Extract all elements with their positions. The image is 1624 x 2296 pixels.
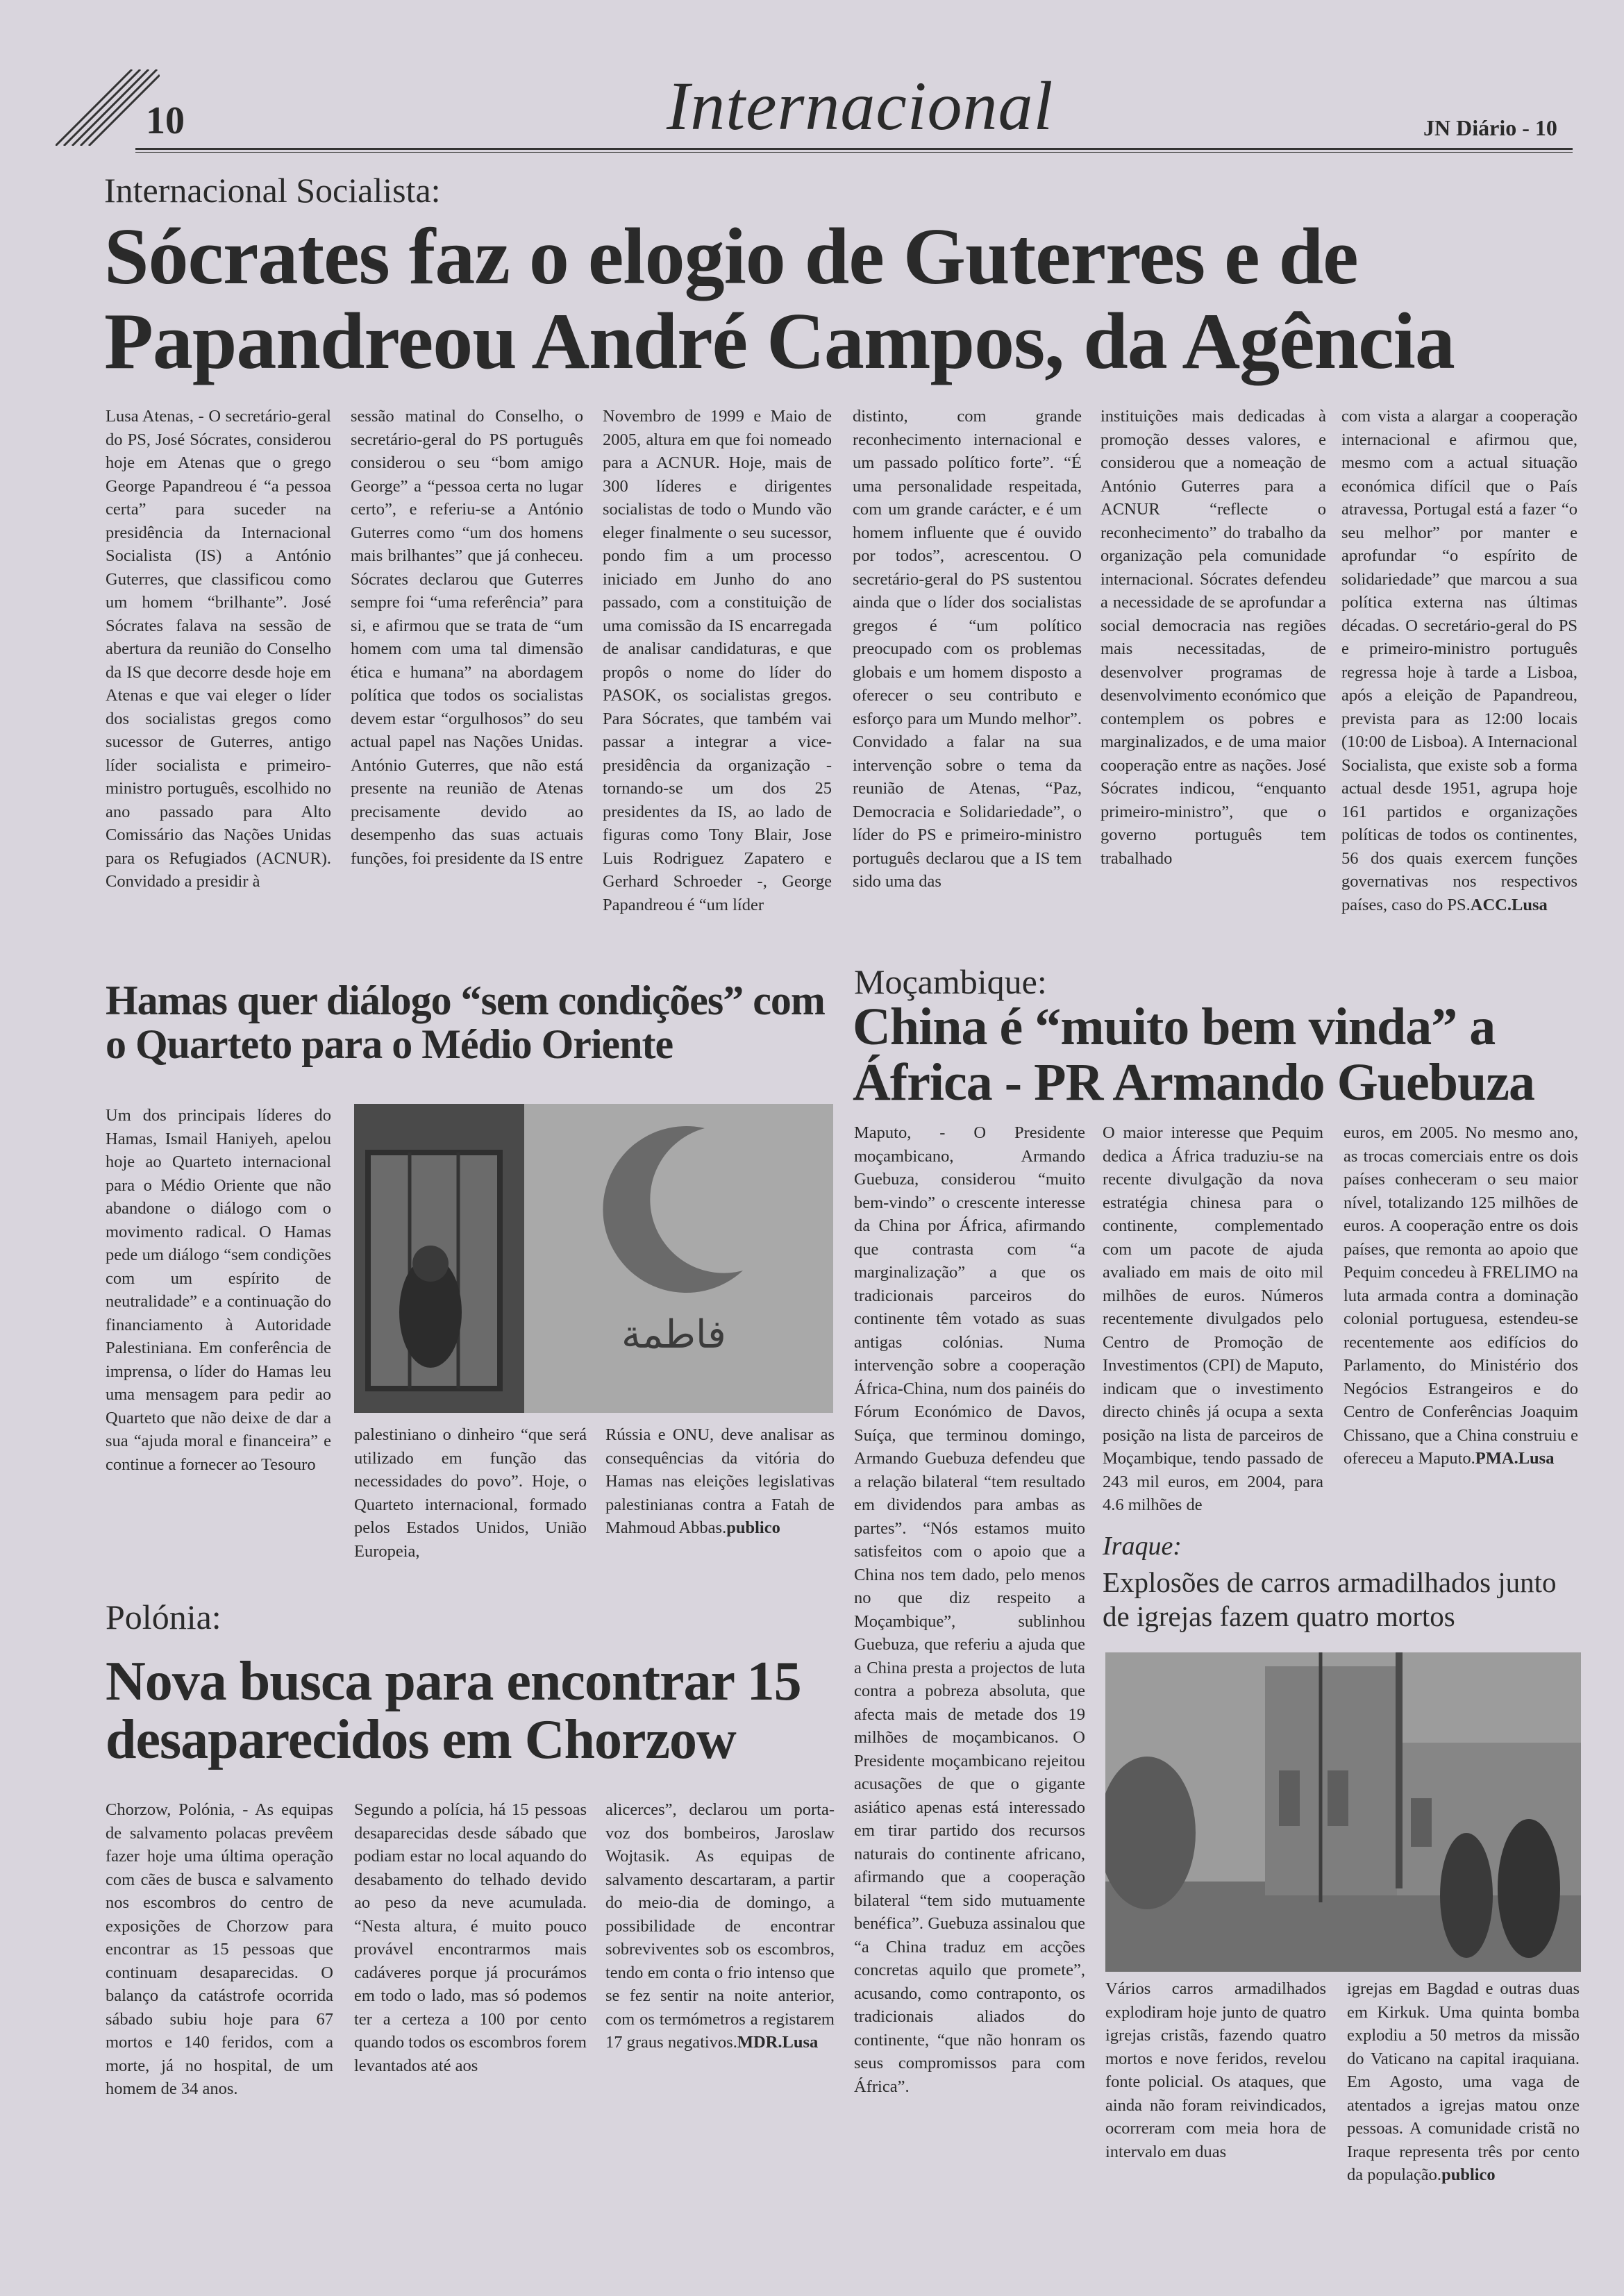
iraque-column-2 <box>1347 1977 1580 2234</box>
china-column-1-text: Maputo, - O Presidente moçambicano, Armando Guebuza, considerou “muito bem-vindo” o crescente interesse da China por África, afirmando que contrasta com “a marginalização” a que os tradicionais parceiros do continente têm votado as suas antigas colónias. Numa intervenção sobre a cooperação África-China, num dos painéis do Fórum Económico de Davos, Suíça, que terminou domingo, Armando Guebuza defendeu que a relação bilateral “tem resultado em dividendos para ambas as partes”. “Nós estamos muito satisfeitos com o apoio que a China nos tem dado, pelo menos no que diz respeito a Moçambique”, sublinhou Guebuza, que referiu a ajuda que a China presta a projectos de luta contra a pobreza absoluta, que afecta mais de metade dos 19 milhões de moçambicanos. O Presidente moçambicano rejeitou acusações de que o gigante asiático apenas está interessado em tirar partido dos recursos naturais do continente africano, afirmando que a cooperação bilateral “tem sido mutuamente benéfica”. Guebuza assinalou que “a China traduz em acções concretas aquilo que promete”, acusando, como contraponto, os tradicionais aliados do continente, “que não honram os seus compromissos para com África”. <box>854 1123 1085 2096</box>
socrates-column-1 <box>106 405 331 967</box>
polonia-column-2-text: Segundo a polícia, há 15 pessoas desaparecidas desde sábado que podiam estar no local aquando do desabamento do telhado devido ao peso da neve acumulada. “Nesta altura, é muito pouco provável encontrarmos mais cadáveres porque já procurámos em todo o lado, mas só podemos ter a certeza a 100 por cento quando todos os escombros forem levantados até aos <box>354 1800 587 2075</box>
header-rule <box>135 148 1573 153</box>
socrates-column-4 <box>853 405 1082 967</box>
page-number: 10 <box>146 99 185 142</box>
china-kicker: Moçambique: <box>854 962 1047 1001</box>
socrates-column-5-text: instituições mais dedicadas à promoção desses valores, e considerou que a nomeação de António Guterres para a ACNUR “reflecte o reconhecimento” do trabalho da organização pela comunidade internacional. Sócrates defendeu a necessidade de se aprofundar a social democracia nas regiões mais necessitadas, de desenvolver programas de desenvolvimento económico que contemplem os pobres e marginalizados, e de uma maior cooperação entre as nações. José Sócrates indicou, “enquanto primeiro-ministro”, que o governo português tem trabalhado <box>1100 407 1326 868</box>
socrates-column-6 <box>1341 405 1577 967</box>
socrates-column-4-text: distinto, com grande reconhecimento internacional e um passado político forte”. “É uma personalidade respeitada, com um grande carácter, e é um homem influente que é ouvido por todos”, acrescentou. O secretário-geral do PS sustentou ainda que o líder dos socialistas gregos é “um político preocupado com os problemas globais e um homem disposto a oferecer o seu contributo e esforço para um Mundo melhor”. Convidado a falar na sua intervenção sobre o tema da reunião de Atenas, “Paz, Democracia e Solidariedade”, o líder do PS e primeiro-ministro português declarou que a IS tem sido uma das <box>853 407 1082 891</box>
polonia-column-3 <box>605 1798 835 2229</box>
hamas-column-3-text: Rússia e ONU, deve analisar as consequências da vitória do Hamas nas eleições legislativas palestinianas contra a Fatah de Mahmoud Abbas. <box>605 1425 835 1537</box>
hamas-column-1-text: Um dos principais líderes do Hamas, Ismail Haniyeh, apelou hoje ao Quarteto internacional para o Médio Oriente que não abandone o diálogo com o movimento radical. O Hamas pede um diálogo “sem condições com um espírito de neutralidade” e a continuação do financiamento à Autoridade Palestiniana. Em conferência de imprensa, o líder do Hamas leu uma mensagem para pedir ao Quarteto que não deixe de dar a sua “ajuda moral e financeira” e continue a fornecer ao Tesouro <box>106 1106 331 1474</box>
china-column-3 <box>1343 1121 1578 1538</box>
socrates-signature: ACC.Lusa <box>1470 895 1548 914</box>
socrates-kicker: Internacional Socialista: <box>104 171 441 210</box>
socrates-headline: Sócrates faz o elogio de Guterres e de Papandreou André Campos, da Agência <box>104 212 1455 386</box>
china-column-1 <box>854 1121 1085 2232</box>
china-signature: PMA.Lusa <box>1475 1449 1555 1468</box>
polonia-column-1 <box>106 1798 333 2229</box>
polonia-signature: MDR.Lusa <box>737 2033 819 2052</box>
hamas-column-3 <box>605 1423 835 1583</box>
polonia-column-3-text: alicerces”, declarou um porta-voz dos bombeiros, Jaroslaw Wojtasik. As equipas de salvamento descartaram, a partir do meio-dia de domingo, a possibilidade de encontrar sobreviventes sob os escombros, tendo em conta o frio intenso que se fez sentir na noite anterior, com os termómetros a registarem 17 graus negativos. <box>605 1800 835 2052</box>
socrates-column-5 <box>1100 405 1326 967</box>
china-headline: China é “muito bem vinda” a África - PR Armando Guebuza <box>853 998 1535 1112</box>
socrates-column-3-text: Novembro de 1999 e Maio de 2005, altura em que foi nomeado para a ACNUR. Hoje, mais de 300 líderes e dirigentes socialistas de todo o Mundo vão eleger finalmente o seu sucessor, pondo fim a um processo iniciado em Junho do ano passado, com a constituição de uma comissão da IS encarregada de analisar candidaturas, e que propôs o nome do líder do PASOK, os socialistas gregos. Para Sócrates, que também vai passar a integrar a vice-presidência da organização - tornando-se um dos 25 presidentes da IS, ao lado de figuras como Tony Blair, Jose Luis Rodriguez Zapatero e Gerhard Schroeder -, George Papandreou é “um líder <box>603 407 832 914</box>
polonia-column-1-text: Chorzow, Polónia, - As equipas de salvamento polacas prevêem fazer hoje uma última operação com cães de busca e salvamento nos escombros do centro de exposições de Chorzow para encontrar as 15 pessoas que continuam desaparecidas. O balanço da catástrofe ocorrida sábado subiu hoje para 67 mortos e 140 feridos, com a morte, já no hospital, de um homem de 34 anos. <box>106 1800 333 2098</box>
hamas-photo <box>354 1104 833 1413</box>
hamas-signature: publico <box>726 1518 780 1537</box>
polonia-headline: Nova busca para encontrar 15 desaparecidos em Chorzow <box>106 1651 801 1770</box>
polonia-kicker: Polónia: <box>106 1598 221 1636</box>
page-reference: JN Diário - 10 <box>1423 115 1557 140</box>
header-stripes-decoration <box>56 69 160 146</box>
hamas-column-2 <box>354 1423 587 1583</box>
socrates-column-1-text: Lusa Atenas, - O secretário-geral do PS, José Sócrates, considerou hoje em Atenas que o grego George Papandreou é “a pessoa certa” para suceder na presidência da Internacional Socialista (IS) a António Guterres, que classificou como um homem “brilhante”. José Sócrates falava na sessão de abertura da reunião do Conselho da IS que decorre desde hoje em Atenas e que vai eleger o líder dos socialistas gregos como sucessor de Guterres, antigo líder socialista e primeiro-ministro português, escolhido no ano passado para Alto Comissário das Nações Unidas para os Refugiados (ACNUR). Convidado a presidir à <box>106 407 331 891</box>
iraque-signature: publico <box>1441 2165 1496 2184</box>
iraque-photo-image <box>1105 1652 1581 1972</box>
socrates-column-6-text: com vista a alargar a cooperação internacional e afirmou que, mesmo com a actual situação económica difícil que o País atravessa, Portugal está a fazer “o seu melhor” por manter e aprofundar “o espírito de solidariedade” que marcou a sua política externa nas últimas décadas. O secretário-geral do PS e primeiro-ministro português regressa hoje à tarde a Lisboa, após a eleição de Papandreou, prevista para as 12:00 locais (10:00 de Lisboa). A Internacional Socialista, que existe sob a forma actual desde 1951, agrupa hoje 161 partidos e organizações políticas de todos os continentes, 56 dos quais exercem funções governativas nos respectivos países, caso do PS. <box>1341 407 1577 914</box>
polonia-column-2 <box>354 1798 587 2229</box>
hamas-photo-image <box>354 1104 833 1413</box>
iraque-kicker: Iraque: <box>1103 1532 1182 1561</box>
iraque-column-2-text: igrejas em Bagdad e outras duas em Kirkuk. Uma quinta bomba explodiu a 50 metros da missão do Vaticano na capital iraquiana. Em Agosto, uma vaga de atentados a igrejas matou onze pessoas. A comunidade cristã no Iraque representa três por cento da população. <box>1347 1979 1580 2184</box>
hamas-column-2-text: palestiniano o dinheiro “que será utilizado em função das necessidades do povo”. Hoje, o Quarteto internacional, formado pelos Estados Unidos, União Europeia, <box>354 1425 587 1561</box>
china-column-3-text: euros, em 2005. No mesmo ano, as trocas comerciais entre os dois países conheceram o seu maior nível, totalizando 125 milhões de euros. A cooperação entre os dois países, que remonta ao apoio que Pequim concedeu à FRELIMO na luta armada contra a dominação colonial portuguesa, estendeu-se recentemente aos edifícios do Parlamento, do Ministério dos Negócios Estrangeiros e do Centro de Conferências Joaquim Chissano, que a China construiu e ofereceu a Maputo. <box>1343 1123 1578 1468</box>
socrates-column-2-text: sessão matinal do Conselho, o secretário-geral do PS português considerou o seu “bom amigo George” a “pessoa certa no lugar certo”, e referiu-se a António Guterres como “um dos homens mais brilhantes” que já conheceu. Sócrates declarou que Guterres sempre foi “uma referência” para si, e afirmou que se trata de “um homem com uma tal dimensão ética e humana” na abordagem política que todos os socialistas devem estar “orgulhosos” do seu actual papel nas Nações Unidas. António Guterres, que não está presente na reunião de Atenas precisamente devido ao desempenho das suas actuais funções, foi presidente da IS entre <box>351 407 583 868</box>
iraque-column-1 <box>1105 1977 1326 2234</box>
iraque-headline: Explosões de carros armadilhados junto de igrejas fazem quatro mortos <box>1103 1566 1557 1633</box>
hamas-column-1 <box>106 1104 331 1583</box>
iraque-photo <box>1105 1652 1581 1972</box>
china-column-2 <box>1103 1121 1323 1538</box>
hamas-headline: Hamas quer diálogo “sem condições” com o Quarteto para o Médio Oriente <box>106 978 825 1067</box>
socrates-column-2 <box>351 405 583 967</box>
china-column-2-text: O maior interesse que Pequim dedica a África traduziu-se na recente divulgação da nova estratégia chinesa para o continente, complementado com um pacote de ajuda avaliado em mais de oito mil milhões de euros. Números recentemente divulgados pelo Centro de Promoção de Investimentos (CPI) de Maputo, indicam que o investimento directo chinês já ocupa a sexta posição na lista de parceiros de Moçambique, tendo passado de 243 mil euros, em 2004, para 4.6 milhões de <box>1103 1123 1323 1514</box>
socrates-column-3 <box>603 405 832 967</box>
section-title: Internacional <box>667 67 1054 144</box>
iraque-column-1-text: Vários carros armadilhados explodiram hoje junto de quatro igrejas cristãs, fazendo quatro mortos e nove feridos, revelou fonte policial. Os ataques, que ainda não foram reivindicados, ocorreram com meia hora de intervalo em duas <box>1105 1979 1326 2161</box>
hamas-photo-arabic-text: فاطمة <box>621 1312 726 1357</box>
